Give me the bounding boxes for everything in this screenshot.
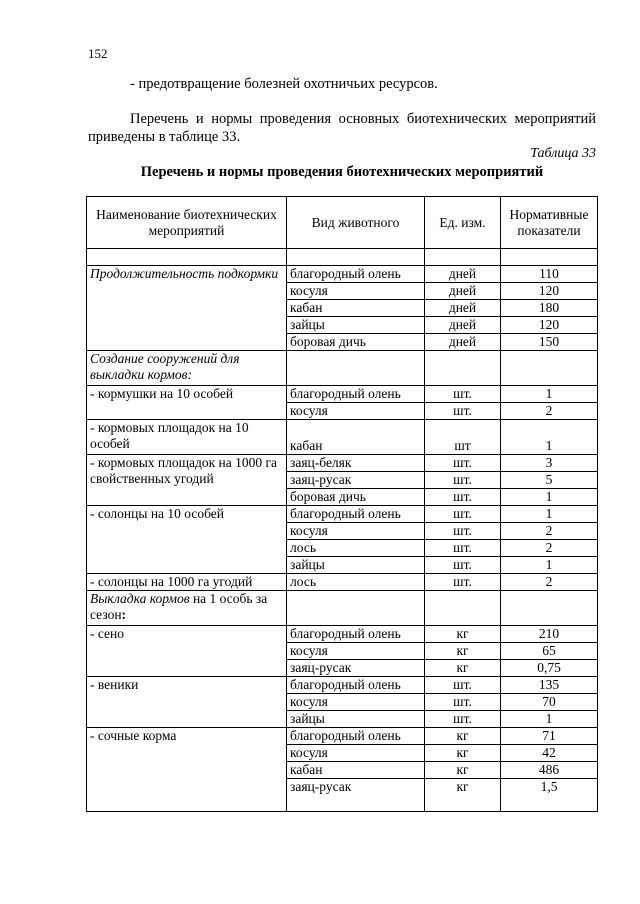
unit-cell: кг [425,762,501,779]
table-body [87,249,598,812]
value-cell: 42 [501,745,598,762]
measure-italic-text: Выкладка кормов [90,591,190,606]
value-cell: 1 [501,386,598,403]
measure-cell: - кормовых площадок на 10 особей [87,420,287,455]
unit-cell: кг [425,745,501,762]
measure-cell: - кормушки на 10 особей [87,386,287,420]
unit-cell [425,351,501,386]
table-row [87,266,598,283]
value-cell: 120 [501,317,598,334]
animal-cell: благородный олень [287,728,425,745]
intro-bullet: - предотвращение болезней охотничьих ресурсов. [130,76,438,92]
table-row [87,455,598,472]
unit-cell [425,591,501,626]
table-header-row [87,197,598,249]
animal-cell: заяц-русак [287,472,425,489]
unit-cell: дней [425,266,501,283]
table-row [87,386,598,403]
unit-cell: шт [425,420,501,455]
animal-cell: заяц-русак [287,660,425,677]
value-cell: 1,5 [501,779,598,812]
value-cell: 486 [501,762,598,779]
measure-rest-text: на 1 особь за сезон [90,591,268,622]
measures-table [86,196,598,812]
unit-cell: кг [425,626,501,643]
animal-cell: благородный олень [287,626,425,643]
unit-cell: кг [425,779,501,812]
animal-cell: благородный олень [287,266,425,283]
animal-cell: зайцы [287,317,425,334]
animal-cell: зайцы [287,557,425,574]
animal-cell: благородный олень [287,506,425,523]
header-unit: Ед. изм. [425,197,501,249]
table-row [87,728,598,745]
measure-cell: - веники [87,677,287,728]
unit-cell: шт. [425,472,501,489]
value-cell: 210 [501,626,598,643]
table-caption: Таблица 33 [530,146,596,161]
value-cell: 150 [501,334,598,351]
value-cell: 180 [501,300,598,317]
header-animal: Вид животного [287,197,425,249]
value-cell: 1 [501,420,598,455]
value-cell: 1 [501,711,598,728]
value-cell: 135 [501,677,598,694]
measure-cell [87,591,287,626]
header-value: Нормативные показатели [501,197,598,249]
table-row [87,677,598,694]
value-cell: 2 [501,523,598,540]
unit-cell: шт. [425,455,501,472]
unit-cell: шт. [425,694,501,711]
header-measure: Наименование биотехнических мероприятий [87,197,287,249]
animal-cell: косуля [287,283,425,300]
measure-colon: : [121,607,127,622]
unit-cell: кг [425,660,501,677]
measure-cell: - солонцы на 10 особей [87,506,287,574]
value-cell: 110 [501,266,598,283]
unit-cell: шт. [425,711,501,728]
intro-paragraph: Перечень и нормы проведения основных биотехнических мероприятий приведены в таблице 33. [88,111,596,145]
value-cell: 1 [501,489,598,506]
value-cell: 0,75 [501,660,598,677]
measure-cell: Создание сооружений для выкладки кормов: [87,351,287,386]
animal-cell [287,591,425,626]
spacer-row [87,249,598,266]
unit-cell: дней [425,283,501,300]
measure-cell: Продолжительность подкормки [87,266,287,351]
animal-cell: зайцы [287,711,425,728]
measure-cell: - кормовых площадок на 1000 га свойственных угодий [87,455,287,506]
animal-cell: боровая дичь [287,489,425,506]
unit-cell: шт. [425,677,501,694]
unit-cell: кг [425,643,501,660]
animal-cell: лось [287,540,425,557]
unit-cell: дней [425,334,501,351]
animal-cell: лось [287,574,425,591]
animal-cell [287,351,425,386]
value-cell: 1 [501,506,598,523]
animal-cell: заяц-беляк [287,455,425,472]
animal-cell: кабан [287,300,425,317]
table-row [87,574,598,591]
value-cell: 2 [501,403,598,420]
unit-cell: шт. [425,506,501,523]
value-cell: 70 [501,694,598,711]
value-cell: 2 [501,540,598,557]
value-cell: 120 [501,283,598,300]
table-row [87,506,598,523]
unit-cell: шт. [425,489,501,506]
animal-cell: косуля [287,643,425,660]
animal-cell: косуля [287,745,425,762]
value-cell: 1 [501,557,598,574]
table-row [87,626,598,643]
unit-cell: шт. [425,386,501,403]
value-cell: 5 [501,472,598,489]
animal-cell: боровая дичь [287,334,425,351]
value-cell: 3 [501,455,598,472]
unit-cell: дней [425,317,501,334]
table-row [87,351,598,386]
animal-cell: косуля [287,523,425,540]
animal-cell: кабан [287,420,425,455]
animal-cell: косуля [287,694,425,711]
measure-cell: - сочные корма [87,728,287,812]
animal-cell: кабан [287,762,425,779]
value-cell: 71 [501,728,598,745]
table-title: Перечень и нормы проведения биотехнических мероприятий [140,164,544,180]
unit-cell: дней [425,300,501,317]
unit-cell: шт. [425,540,501,557]
value-cell: 65 [501,643,598,660]
value-cell [501,351,598,386]
unit-cell: шт. [425,523,501,540]
unit-cell: шт. [425,574,501,591]
page-number: 152 [88,46,108,61]
animal-cell: заяц-русак [287,779,425,812]
unit-cell: кг [425,728,501,745]
value-cell: 2 [501,574,598,591]
table-row [87,591,598,626]
value-cell [501,591,598,626]
unit-cell: шт. [425,557,501,574]
measure-cell: - солонцы на 1000 га угодий [87,574,287,591]
table-row [87,420,598,455]
unit-cell: шт. [425,403,501,420]
animal-cell: благородный олень [287,677,425,694]
animal-cell: благородный олень [287,386,425,403]
animal-cell: косуля [287,403,425,420]
measure-cell: - сено [87,626,287,677]
